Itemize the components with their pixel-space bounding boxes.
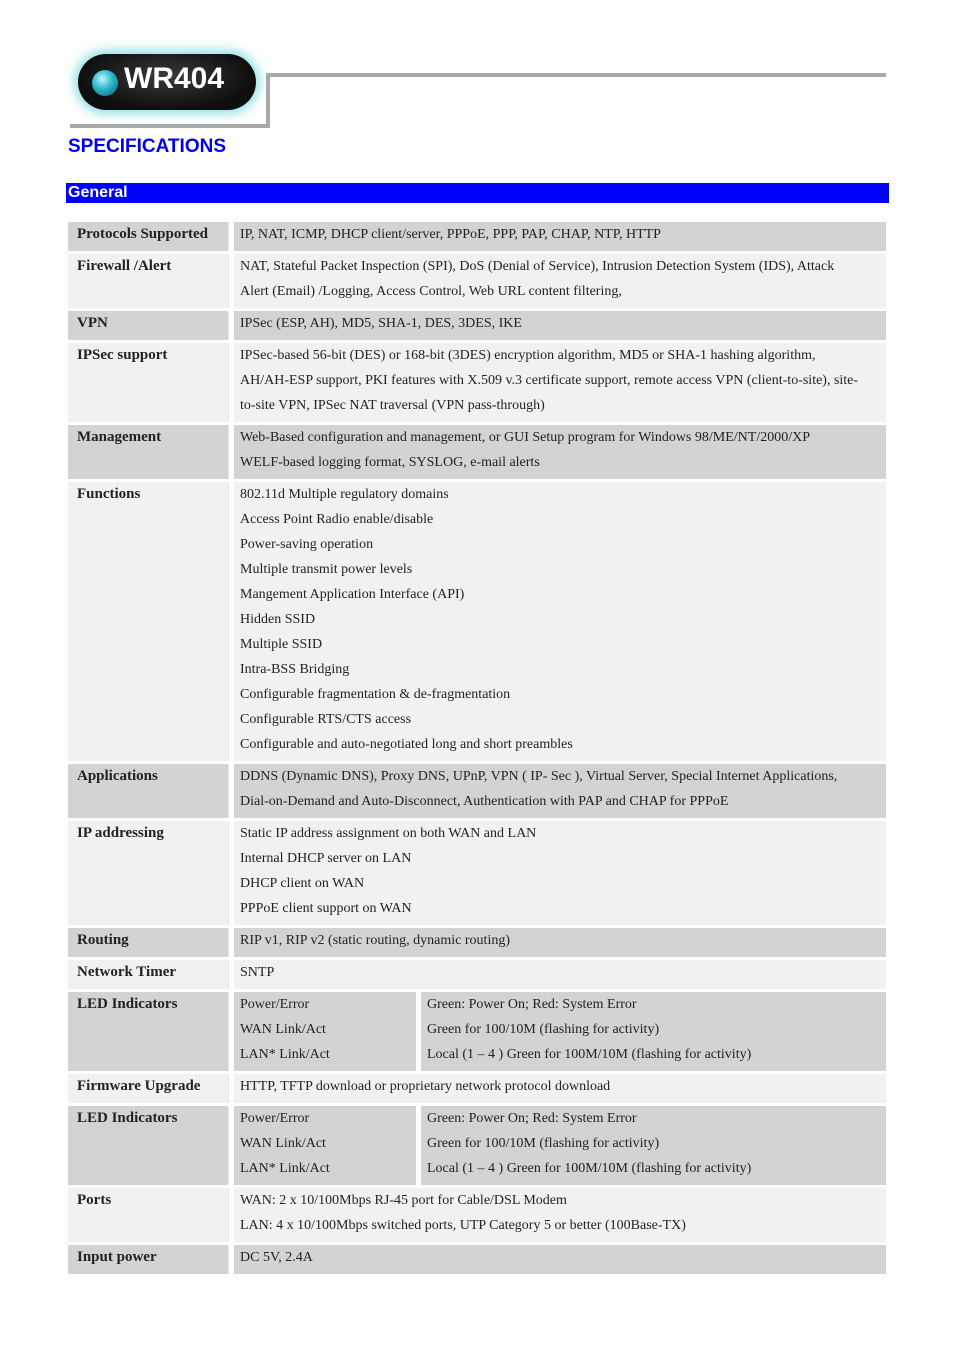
spec-line: Hidden SSID [240, 612, 316, 627]
spec-label: Applications [68, 764, 229, 818]
spec-row [68, 821, 886, 925]
spec-value [234, 1245, 886, 1274]
led-name-column [234, 1106, 421, 1185]
spec-label: Input power [68, 1245, 229, 1274]
led-desc: Green: Power On; Red: System Error [427, 997, 637, 1012]
led-name: Power/Error [240, 1111, 310, 1126]
led-desc: Green for 100/10M (flashing for activity) [427, 1136, 660, 1151]
led-desc-column [421, 992, 886, 1071]
header-rule-vertical [266, 73, 270, 128]
spec-value [234, 311, 886, 340]
spec-value [234, 1074, 886, 1103]
spec-value [234, 482, 886, 761]
spec-line: Power-saving operation [240, 537, 374, 552]
spec-label: LED Indicators [68, 1106, 229, 1185]
spec-value [234, 928, 886, 957]
spec-label: Firmware Upgrade [68, 1074, 229, 1103]
spec-label: Routing [68, 928, 229, 957]
spec-value [234, 821, 886, 925]
spec-line: AH/AH-ESP support, PKI features with X.509 v.3 certificate support, remote access VPN (client-to-site), site- [240, 373, 859, 388]
spec-split-value [234, 992, 886, 1071]
led-name: Power/Error [240, 997, 310, 1012]
spec-line: DC 5V, 2.4A [240, 1250, 313, 1265]
spec-line: Multiple SSID [240, 637, 323, 652]
spec-line: RIP v1, RIP v2 (static routing, dynamic routing) [240, 933, 510, 948]
led-desc: Green: Power On; Red: System Error [427, 1111, 637, 1126]
spec-value [234, 764, 886, 818]
spec-line: NAT, Stateful Packet Inspection (SPI), DoS (Denial of Service), Intrusion Detection System (IDS), Attack [240, 259, 835, 274]
spec-line: Static IP address assignment on both WAN and LAN [240, 826, 537, 841]
spec-row [68, 482, 886, 761]
spec-line: Dial-on-Demand and Auto-Disconnect, Authentication with PAP and CHAP for PPPoE [240, 794, 729, 809]
spec-value [234, 254, 886, 308]
spec-line: WELF-based logging format, SYSLOG, e-mail alerts [240, 455, 540, 470]
spec-row [68, 254, 886, 308]
led-desc: Green for 100/10M (flashing for activity) [427, 1022, 660, 1037]
spec-line: IPSec-based 56-bit (DES) or 168-bit (3DES) encryption algorithm, MD5 or SHA-1 hashing algorithm, [240, 348, 816, 363]
spec-table [68, 222, 886, 1277]
spec-value [234, 343, 886, 422]
spec-line: Alert (Email) /Logging, Access Control, Web URL content filtering, [240, 284, 622, 299]
spec-row [68, 1106, 886, 1185]
spec-label: Management [68, 425, 229, 479]
spec-row [68, 928, 886, 957]
spec-row [68, 960, 886, 989]
spec-value [234, 222, 886, 251]
spec-value [234, 425, 886, 479]
spec-split-value [234, 1106, 886, 1185]
spec-row [68, 764, 886, 818]
spec-row [68, 222, 886, 251]
spec-label: IP addressing [68, 821, 229, 925]
spec-row [68, 1074, 886, 1103]
spec-label: Network Timer [68, 960, 229, 989]
spec-line: Mangement Application Interface (API) [240, 587, 465, 602]
spec-row [68, 343, 886, 422]
spec-label: Protocols Supported [68, 222, 229, 251]
led-desc: Local (1 – 4 ) Green for 100M/10M (flashing for activity) [427, 1047, 752, 1062]
spec-line: 802.11d Multiple regulatory domains [240, 487, 449, 502]
logo-text: WR404 [124, 62, 225, 95]
header-rule [266, 73, 886, 77]
spec-line: Internal DHCP server on LAN [240, 851, 412, 866]
spec-label: VPN [68, 311, 229, 340]
logo-badge [78, 54, 256, 110]
spec-row [68, 425, 886, 479]
spec-line: DDNS (Dynamic DNS), Proxy DNS, UPnP, VPN ( IP- Sec ), Virtual Server, Special Internet Applications, [240, 769, 838, 784]
spec-label: IPSec support [68, 343, 229, 422]
spec-line: to-site VPN, IPSec NAT traversal (VPN pass-through) [240, 398, 545, 413]
spec-line: WAN: 2 x 10/100Mbps RJ-45 port for Cable/DSL Modem [240, 1193, 567, 1208]
spec-label: Functions [68, 482, 229, 761]
spec-line: DHCP client on WAN [240, 876, 365, 891]
spec-line: Web-Based configuration and management, or GUI Setup program for Windows 98/ME/NT/2000/XP [240, 430, 810, 445]
spec-line: IPSec (ESP, AH), MD5, SHA-1, DES, 3DES, IKE [240, 316, 522, 331]
logo-dot-icon [92, 70, 118, 96]
section-title: General [68, 184, 128, 201]
spec-label: Ports [68, 1188, 229, 1242]
led-desc: Local (1 – 4 ) Green for 100M/10M (flashing for activity) [427, 1161, 752, 1176]
led-name-column [234, 992, 421, 1071]
logo [70, 50, 270, 128]
spec-label: Firewall /Alert [68, 254, 229, 308]
led-name: WAN Link/Act [240, 1136, 326, 1151]
page-title: SPECIFICATIONS [68, 136, 226, 157]
spec-line: PPPoE client support on WAN [240, 901, 412, 916]
header-rule-bottom [70, 124, 270, 128]
spec-value [234, 1188, 886, 1242]
spec-line: IP, NAT, ICMP, DHCP client/server, PPPoE, PPP, PAP, CHAP, NTP, HTTP [240, 227, 661, 242]
spec-value [234, 960, 886, 989]
led-name: LAN* Link/Act [240, 1161, 330, 1176]
spec-row [68, 1245, 886, 1274]
spec-line: HTTP, TFTP download or proprietary network protocol download [240, 1079, 611, 1094]
spec-line: Configurable and auto-negotiated long and short preambles [240, 737, 573, 752]
spec-line: Multiple transmit power levels [240, 562, 413, 577]
spec-row [68, 992, 886, 1071]
spec-line: Access Point Radio enable/disable [240, 512, 434, 527]
spec-line: Configurable fragmentation & de-fragmentation [240, 687, 511, 702]
spec-label: LED Indicators [68, 992, 229, 1071]
spec-line: SNTP [240, 965, 275, 980]
section-header [66, 183, 889, 203]
led-desc-column [421, 1106, 886, 1185]
spec-row [68, 311, 886, 340]
spec-line: Intra-BSS Bridging [240, 662, 350, 677]
spec-line: Configurable RTS/CTS access [240, 712, 412, 727]
spec-line: LAN: 4 x 10/100Mbps switched ports, UTP Category 5 or better (100Base-TX) [240, 1218, 686, 1233]
led-name: LAN* Link/Act [240, 1047, 330, 1062]
led-name: WAN Link/Act [240, 1022, 326, 1037]
spec-row [68, 1188, 886, 1242]
